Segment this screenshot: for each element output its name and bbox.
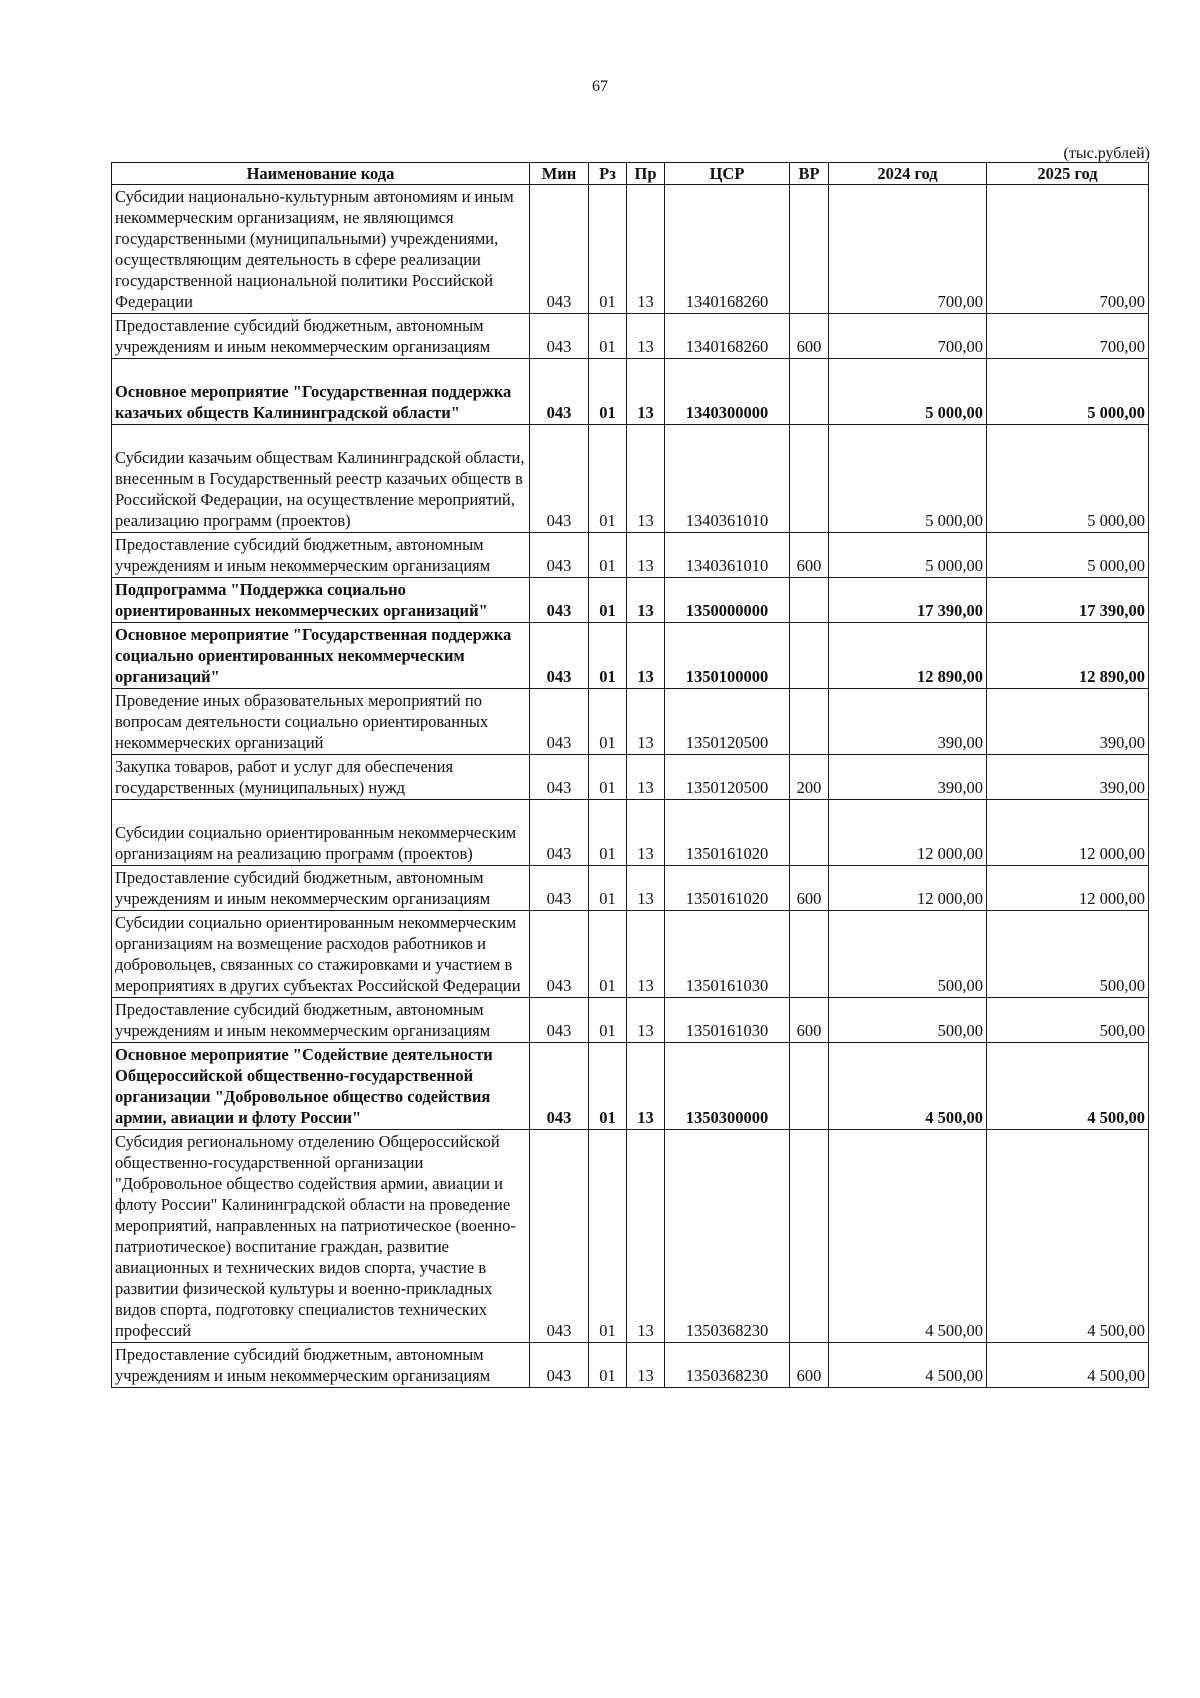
cell-rz: 01: [589, 578, 627, 623]
cell-csr: 1350100000: [665, 623, 790, 689]
cell-2025: 500,00: [987, 998, 1149, 1043]
cell-min: 043: [530, 185, 589, 314]
header-vr: ВР: [790, 163, 829, 185]
cell-2024: 17 390,00: [829, 578, 987, 623]
cell-2024: 500,00: [829, 911, 987, 998]
cell-pr: 13: [627, 911, 665, 998]
cell-csr: 1340361010: [665, 533, 790, 578]
cell-vr: [790, 911, 829, 998]
cell-min: 043: [530, 533, 589, 578]
cell-pr: 13: [627, 578, 665, 623]
cell-csr: 1340300000: [665, 359, 790, 425]
cell-2024: 4 500,00: [829, 1130, 987, 1343]
cell-2024: 390,00: [829, 755, 987, 800]
cell-2024: 700,00: [829, 314, 987, 359]
cell-vr: 600: [790, 314, 829, 359]
cell-2024: 12 000,00: [829, 866, 987, 911]
cell-csr: 1340168260: [665, 185, 790, 314]
cell-name: Предоставление субсидий бюджетным, автономным учреждениям и иным некоммерческим организациям: [112, 1343, 530, 1388]
cell-csr: 1340168260: [665, 314, 790, 359]
cell-2025: 12 890,00: [987, 623, 1149, 689]
cell-vr: 200: [790, 755, 829, 800]
cell-2025: 12 000,00: [987, 800, 1149, 866]
header-2024: 2024 год: [829, 163, 987, 185]
cell-name: Субсидия региональному отделению Общероссийской общественно-государственной организации "Добровольное общество содействия армии, авиации и флоту России" Калининградской области на проведение мероприятий, направленных на патриотическое (военно-патриотическое) воспитание граждан, развитие авиационных и технических видов спорта, участие в развитии физической культуры и военно-прикладных видов спорта, подготовку специалистов технических профессий: [112, 1130, 530, 1343]
cell-rz: 01: [589, 623, 627, 689]
header-rz: Рз: [589, 163, 627, 185]
cell-2025: 700,00: [987, 314, 1149, 359]
cell-rz: 01: [589, 314, 627, 359]
cell-pr: 13: [627, 185, 665, 314]
table-row: [112, 1043, 1149, 1130]
cell-pr: 13: [627, 755, 665, 800]
cell-2025: 4 500,00: [987, 1130, 1149, 1343]
cell-csr: 1350161030: [665, 998, 790, 1043]
cell-min: 043: [530, 1130, 589, 1343]
cell-2025: 500,00: [987, 911, 1149, 998]
cell-min: 043: [530, 425, 589, 533]
cell-csr: 1340361010: [665, 425, 790, 533]
units-note: (тыс.рублей): [1063, 145, 1150, 162]
cell-csr: 1350120500: [665, 755, 790, 800]
cell-2025: 5 000,00: [987, 359, 1149, 425]
cell-rz: 01: [589, 425, 627, 533]
table-row: [112, 623, 1149, 689]
cell-vr: 600: [790, 1343, 829, 1388]
cell-min: 043: [530, 578, 589, 623]
cell-pr: 13: [627, 359, 665, 425]
cell-name: Предоставление субсидий бюджетным, автономным учреждениям и иным некоммерческим организациям: [112, 998, 530, 1043]
table-row: [112, 866, 1149, 911]
table-row: [112, 1130, 1149, 1343]
cell-pr: 13: [627, 689, 665, 755]
cell-rz: 01: [589, 185, 627, 314]
table-row: [112, 314, 1149, 359]
table-row: [112, 185, 1149, 314]
cell-2024: 500,00: [829, 998, 987, 1043]
cell-name: Закупка товаров, работ и услуг для обеспечения государственных (муниципальных) нужд: [112, 755, 530, 800]
table-header-row: [112, 163, 1149, 185]
cell-2024: 5 000,00: [829, 533, 987, 578]
cell-name: Субсидии национально-культурным автономиям и иным некоммерческим организациям, не являющимся государственными (муниципальными) учреждениями, осуществляющим деятельность в сфере реализации государственной национальной политики Российской Федерации: [112, 185, 530, 314]
cell-csr: 1350300000: [665, 1043, 790, 1130]
cell-rz: 01: [589, 359, 627, 425]
cell-2025: 4 500,00: [987, 1343, 1149, 1388]
cell-rz: 01: [589, 533, 627, 578]
table-row: [112, 425, 1149, 533]
cell-pr: 13: [627, 998, 665, 1043]
page-number: 67: [592, 78, 608, 95]
cell-pr: 13: [627, 1130, 665, 1343]
cell-min: 043: [530, 359, 589, 425]
cell-vr: [790, 689, 829, 755]
cell-csr: 1350000000: [665, 578, 790, 623]
header-csr: ЦСР: [665, 163, 790, 185]
table-row: [112, 533, 1149, 578]
cell-min: 043: [530, 911, 589, 998]
cell-csr: 1350161020: [665, 866, 790, 911]
table-row: [112, 578, 1149, 623]
header-pr: Пр: [627, 163, 665, 185]
cell-pr: 13: [627, 533, 665, 578]
cell-rz: 01: [589, 755, 627, 800]
cell-name: Проведение иных образовательных мероприятий по вопросам деятельности социально ориентированных некоммерческих организаций: [112, 689, 530, 755]
cell-csr: 1350120500: [665, 689, 790, 755]
cell-min: 043: [530, 1343, 589, 1388]
cell-name: Предоставление субсидий бюджетным, автономным учреждениям и иным некоммерческим организациям: [112, 533, 530, 578]
cell-rz: 01: [589, 911, 627, 998]
cell-min: 043: [530, 689, 589, 755]
table-row: [112, 755, 1149, 800]
cell-pr: 13: [627, 866, 665, 911]
cell-2025: 17 390,00: [987, 578, 1149, 623]
cell-name: Субсидии социально ориентированным некоммерческим организациям на возмещение расходов работников и добровольцев, связанных со стажировками и участием в мероприятиях в других субъектах Российской Федерации: [112, 911, 530, 998]
cell-pr: 13: [627, 314, 665, 359]
cell-vr: [790, 1043, 829, 1130]
cell-csr: 1350161030: [665, 911, 790, 998]
cell-2025: 390,00: [987, 689, 1149, 755]
cell-vr: [790, 800, 829, 866]
cell-2025: 390,00: [987, 755, 1149, 800]
cell-name: Субсидии социально ориентированным некоммерческим организациям на реализацию программ (проектов): [112, 800, 530, 866]
cell-vr: 600: [790, 998, 829, 1043]
header-2025: 2025 год: [987, 163, 1149, 185]
cell-name: Основное мероприятие "Государственная поддержка казачьих обществ Калининградской области": [112, 359, 530, 425]
cell-2024: 390,00: [829, 689, 987, 755]
cell-pr: 13: [627, 623, 665, 689]
cell-min: 043: [530, 998, 589, 1043]
cell-2024: 700,00: [829, 185, 987, 314]
cell-2024: 5 000,00: [829, 359, 987, 425]
cell-min: 043: [530, 623, 589, 689]
cell-2025: 5 000,00: [987, 425, 1149, 533]
cell-csr: 1350368230: [665, 1343, 790, 1388]
table-row: [112, 689, 1149, 755]
cell-name: Предоставление субсидий бюджетным, автономным учреждениям и иным некоммерческим организациям: [112, 314, 530, 359]
cell-2024: 12 890,00: [829, 623, 987, 689]
cell-pr: 13: [627, 800, 665, 866]
cell-rz: 01: [589, 689, 627, 755]
cell-vr: 600: [790, 533, 829, 578]
table-row: [112, 911, 1149, 998]
cell-min: 043: [530, 755, 589, 800]
cell-min: 043: [530, 1043, 589, 1130]
cell-csr: 1350161020: [665, 800, 790, 866]
cell-pr: 13: [627, 1043, 665, 1130]
cell-rz: 01: [589, 1130, 627, 1343]
cell-2024: 5 000,00: [829, 425, 987, 533]
table-row: [112, 998, 1149, 1043]
table-row: [112, 1343, 1149, 1388]
cell-vr: [790, 578, 829, 623]
cell-min: 043: [530, 800, 589, 866]
cell-2024: 4 500,00: [829, 1043, 987, 1130]
cell-csr: 1350368230: [665, 1130, 790, 1343]
table-body: [112, 185, 1149, 1388]
cell-rz: 01: [589, 866, 627, 911]
budget-table: [111, 162, 1149, 1388]
cell-2025: 12 000,00: [987, 866, 1149, 911]
cell-rz: 01: [589, 800, 627, 866]
cell-vr: [790, 359, 829, 425]
cell-2024: 12 000,00: [829, 800, 987, 866]
cell-rz: 01: [589, 998, 627, 1043]
cell-2025: 4 500,00: [987, 1043, 1149, 1130]
cell-name: Основное мероприятие "Содействие деятельности Общероссийской общественно-государственной организации "Добровольное общество содействия армии, авиации и флоту России": [112, 1043, 530, 1130]
cell-vr: [790, 1130, 829, 1343]
cell-rz: 01: [589, 1043, 627, 1130]
cell-rz: 01: [589, 1343, 627, 1388]
cell-vr: [790, 623, 829, 689]
cell-min: 043: [530, 314, 589, 359]
cell-pr: 13: [627, 425, 665, 533]
cell-pr: 13: [627, 1343, 665, 1388]
cell-vr: [790, 185, 829, 314]
cell-name: Субсидии казачьим обществам Калининградской области, внесенным в Государственный реестр казачьих обществ в Российской Федерации, на осуществление мероприятий, реализацию программ (проектов): [112, 425, 530, 533]
table-row: [112, 800, 1149, 866]
header-min: Мин: [530, 163, 589, 185]
cell-min: 043: [530, 866, 589, 911]
header-name: Наименование кода: [112, 163, 530, 185]
cell-2025: 700,00: [987, 185, 1149, 314]
cell-vr: 600: [790, 866, 829, 911]
table-row: [112, 359, 1149, 425]
cell-vr: [790, 425, 829, 533]
cell-2024: 4 500,00: [829, 1343, 987, 1388]
cell-2025: 5 000,00: [987, 533, 1149, 578]
cell-name: Подпрограмма "Поддержка социально ориентированных некоммерческих организаций": [112, 578, 530, 623]
cell-name: Предоставление субсидий бюджетным, автономным учреждениям и иным некоммерческим организациям: [112, 866, 530, 911]
cell-name: Основное мероприятие "Государственная поддержка социально ориентированных некоммерческим организаций": [112, 623, 530, 689]
